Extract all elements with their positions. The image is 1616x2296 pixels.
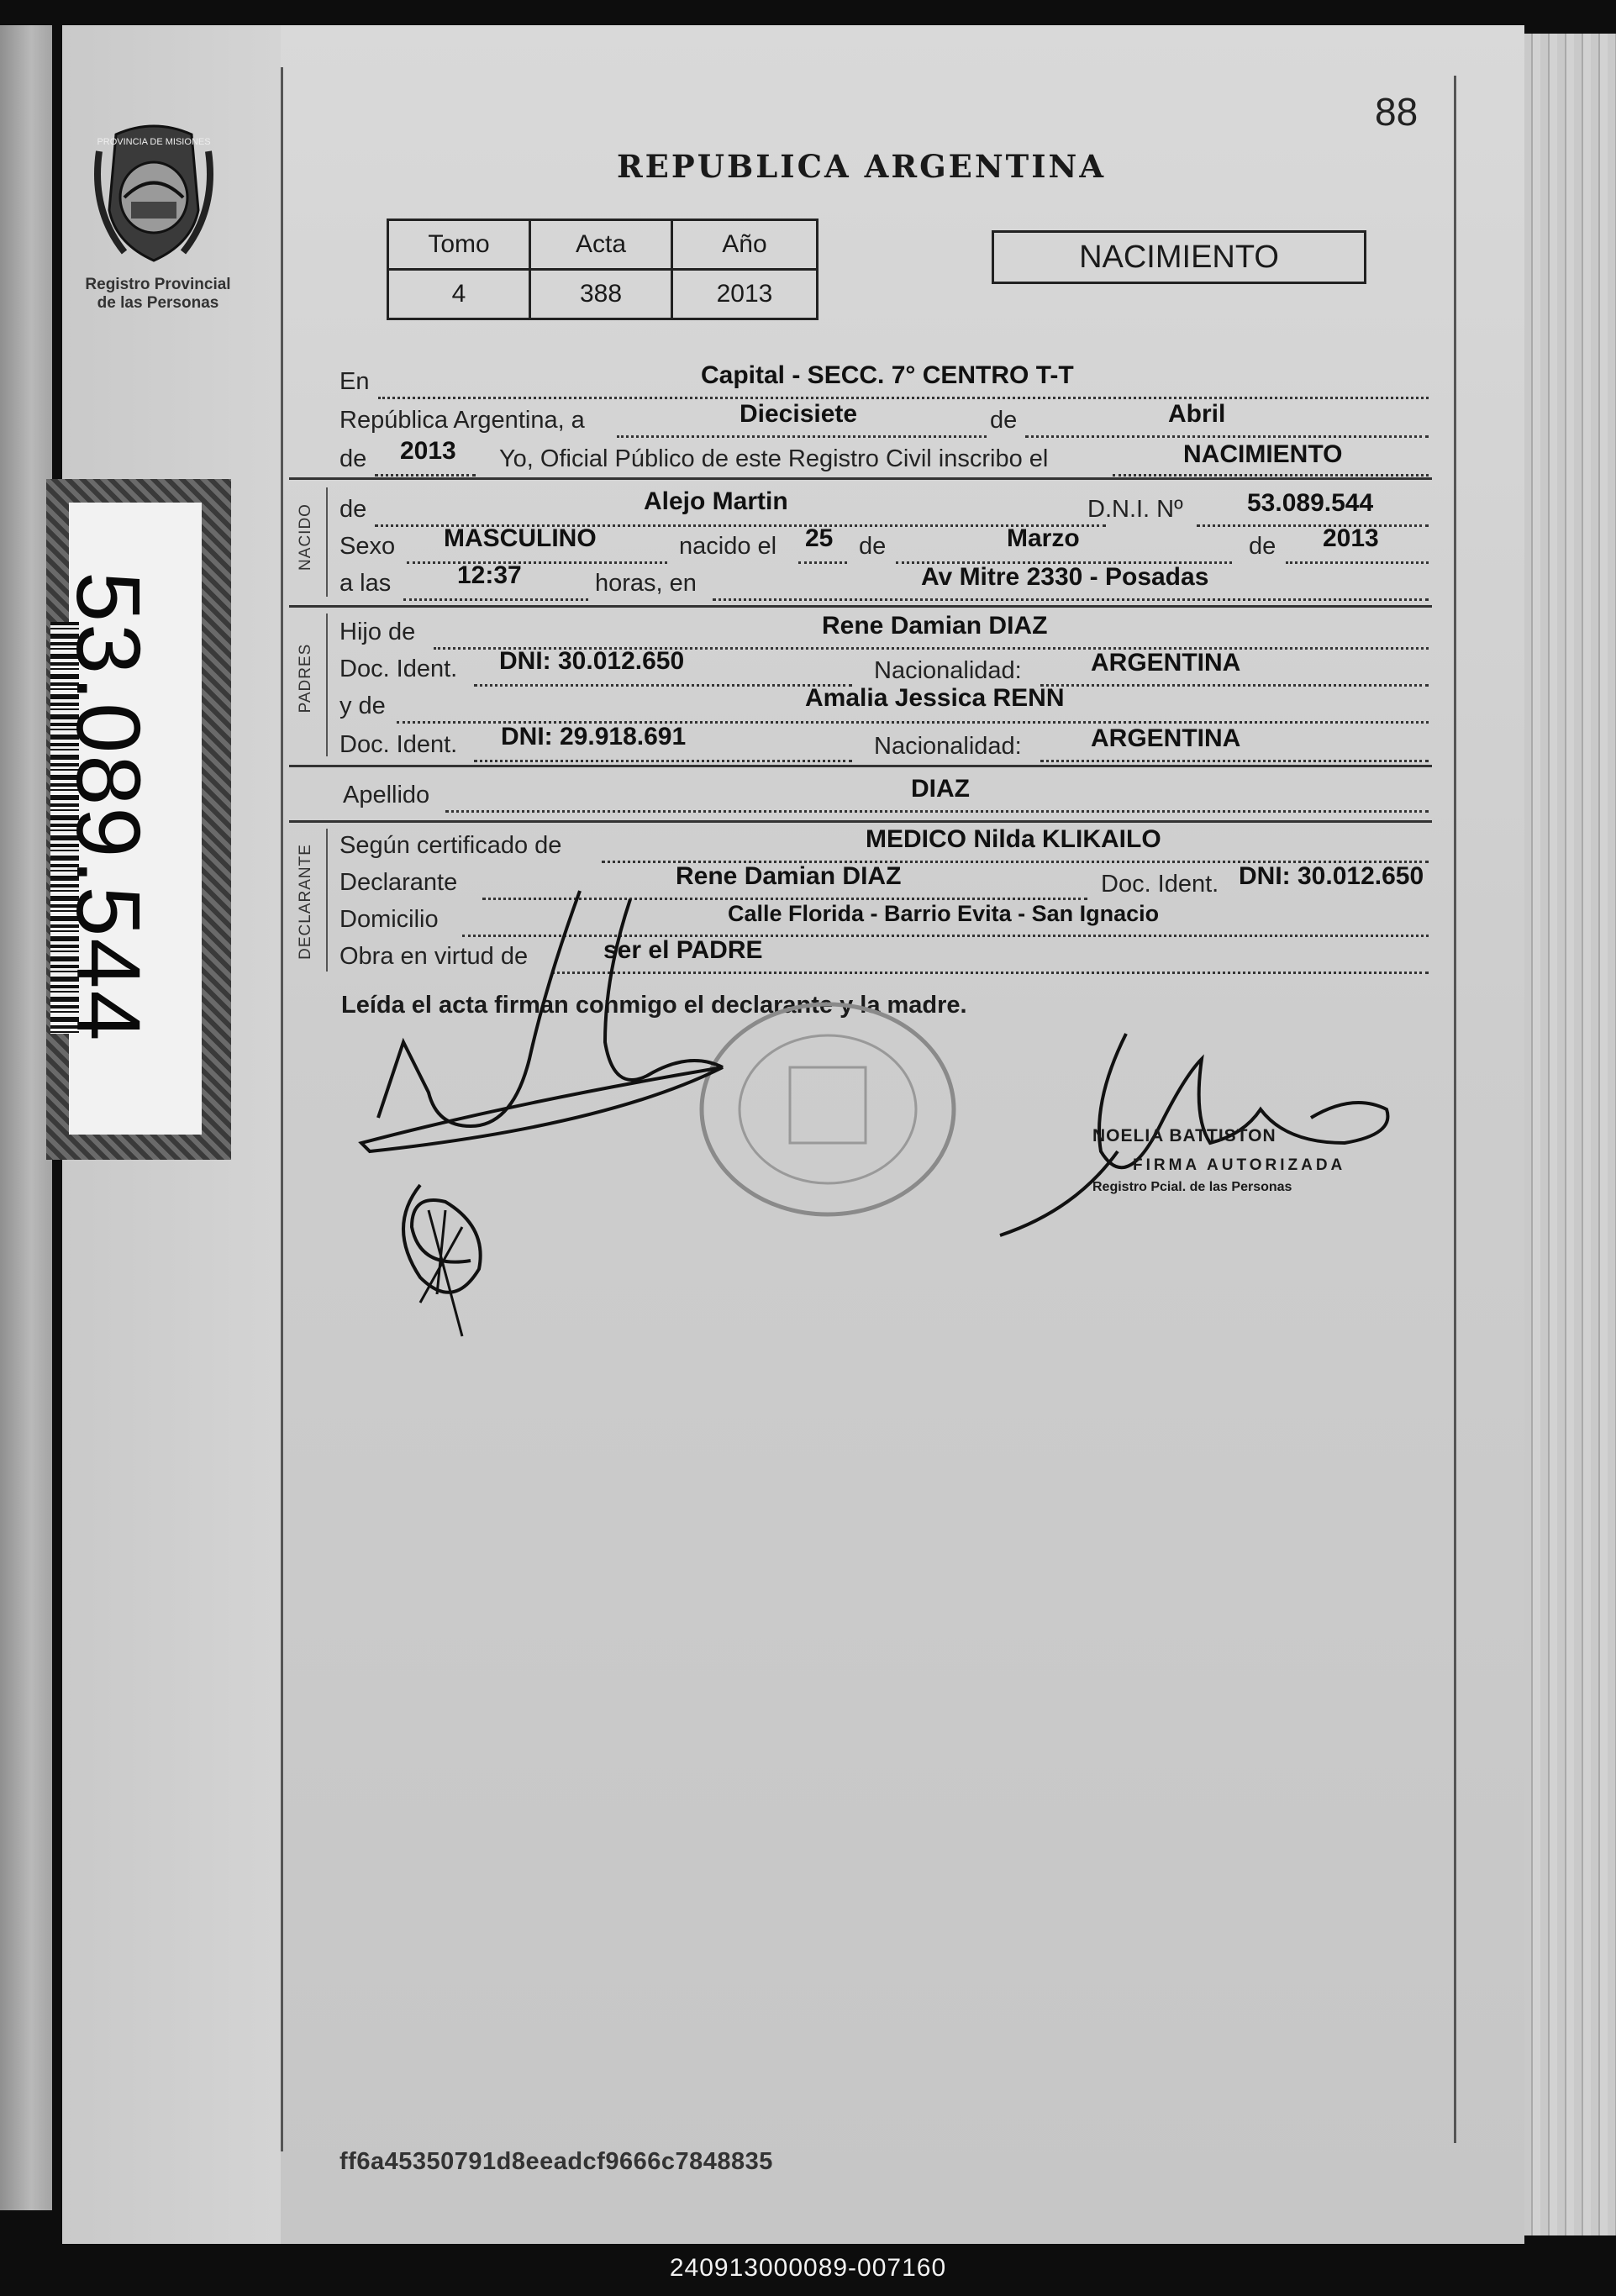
field-value: NACIMIENTO <box>1183 440 1343 468</box>
scan-id: 240913000089-007160 <box>669 2254 947 2282</box>
reference-table <box>387 219 819 320</box>
table-header: Tomo <box>388 220 530 270</box>
field-obra: Obra en virtud de ser el PADRE <box>340 941 1432 975</box>
field-value: 2013 <box>400 437 456 465</box>
section-divider <box>289 820 1432 823</box>
field-value: Av Mitre 2330 - Posadas <box>921 563 1209 591</box>
field-value: Capital - SECC. 7° CENTRO T-T <box>701 361 1074 389</box>
field-padre-doc: Doc. Ident. DNI: 30.012.650 Nacionalidad: ARGENTINA <box>340 654 1432 687</box>
field-apellido: Apellido DIAZ <box>340 778 1432 812</box>
section-bracket <box>326 829 328 972</box>
field-value: 2013 <box>1323 524 1379 552</box>
declarant-signature <box>353 874 740 1345</box>
table-header: Año <box>672 220 818 270</box>
field-en: En Capital - SECC. 7° CENTRO T-T <box>340 366 1432 400</box>
field-value: 25 <box>805 524 834 552</box>
folio-number: 88 <box>1375 90 1419 134</box>
document-hash: ff6a45350791d8eeadcf9666c7848835 <box>340 2148 773 2175</box>
field-value: Rene Damian DIAZ <box>676 862 902 890</box>
field-value: DNI: 29.918.691 <box>501 723 687 750</box>
right-rule <box>1454 76 1456 2143</box>
field-nombre: de Alejo Martin D.N.I. Nº 53.089.544 <box>340 494 1432 528</box>
field-sexo: Sexo MASCULINO nacido el 25 de Marzo de 2013 <box>340 531 1432 565</box>
field-value: 12:37 <box>457 561 522 589</box>
official-name: NOELIA BATTISTON <box>1092 1126 1276 1145</box>
field-madre: y de Amalia Jessica RENN <box>340 691 1432 724</box>
field-value: Alejo Martin <box>644 487 788 515</box>
field-value: ARGENTINA <box>1091 649 1241 677</box>
field-value: DNI: 30.012.650 <box>1239 862 1424 890</box>
field-year: de 2013 Yo, Oficial Público de este Registro Civil inscribo el NACIMIENTO <box>340 444 1432 477</box>
field-value: MASCULINO <box>444 524 597 552</box>
section-bracket <box>326 487 328 597</box>
table-cell: 388 <box>530 270 672 319</box>
side-label-number: 53.089.544 <box>58 571 160 1043</box>
page-title: REPUBLICA ARGENTINA <box>616 148 1107 185</box>
field-value: Marzo <box>1007 524 1080 552</box>
field-hora: a las 12:37 horas, en Av Mitre 2330 - Posadas <box>340 568 1432 602</box>
table-cell: 4 <box>388 270 530 319</box>
field-value: DIAZ <box>911 775 970 803</box>
closing-statement: Leída el acta firman conmigo el declarante y la madre. <box>341 992 967 1019</box>
field-padre: Hijo de Rene Damian DIAZ <box>340 617 1432 650</box>
table-cell: 2013 <box>672 270 818 319</box>
field-date: República Argentina, a Diecisiete de Abril <box>340 405 1432 439</box>
section-divider <box>289 765 1432 767</box>
field-domicilio: Domicilio Calle Florida - Barrio Evita - San Ignacio <box>340 904 1432 938</box>
field-madre-doc: Doc. Ident. DNI: 29.918.691 Nacionalidad: ARGENTINA <box>340 728 1432 761</box>
field-value: 53.089.544 <box>1247 489 1374 517</box>
section-divider <box>289 605 1432 608</box>
registry-name: Registro Provincial de las Personas <box>85 276 231 312</box>
field-certificado: Según certificado de MEDICO Nilda KLIKAILO <box>340 830 1432 864</box>
section-bracket <box>326 613 328 756</box>
table-header: Acta <box>530 220 672 270</box>
section-label-padres: PADRES <box>297 643 314 714</box>
provincial-crest-icon <box>91 118 217 265</box>
field-value: ser el PADRE <box>603 936 763 964</box>
field-value: MEDICO Nilda KLIKAILO <box>866 825 1161 853</box>
field-value: DNI: 30.012.650 <box>499 647 685 675</box>
section-label-declarante: DECLARANTE <box>297 844 314 960</box>
section-divider <box>289 477 1432 480</box>
field-value: Rene Damian DIAZ <box>822 612 1048 640</box>
official-title: FIRMA AUTORIZADA <box>1133 1156 1346 1174</box>
left-page-edge <box>0 25 52 2210</box>
field-value: Abril <box>1168 400 1226 428</box>
act-type-box: NACIMIENTO <box>992 230 1366 284</box>
svg-text:PROVINCIA DE MISIONES: PROVINCIA DE MISIONES <box>97 137 211 147</box>
field-value: Diecisiete <box>740 400 858 428</box>
section-label-nacido: NACIDO <box>297 503 314 571</box>
margin-rule <box>281 67 283 2151</box>
field-value: Amalia Jessica RENN <box>805 684 1065 712</box>
field-value: Calle Florida - Barrio Evita - San Ignacio <box>728 901 1160 926</box>
field-value: ARGENTINA <box>1091 724 1241 752</box>
official-registry: Registro Pcial. de las Personas <box>1092 1180 1292 1194</box>
field-declarante: Declarante Rene Damian DIAZ Doc. Ident. DNI: 30.012.650 <box>340 867 1432 901</box>
